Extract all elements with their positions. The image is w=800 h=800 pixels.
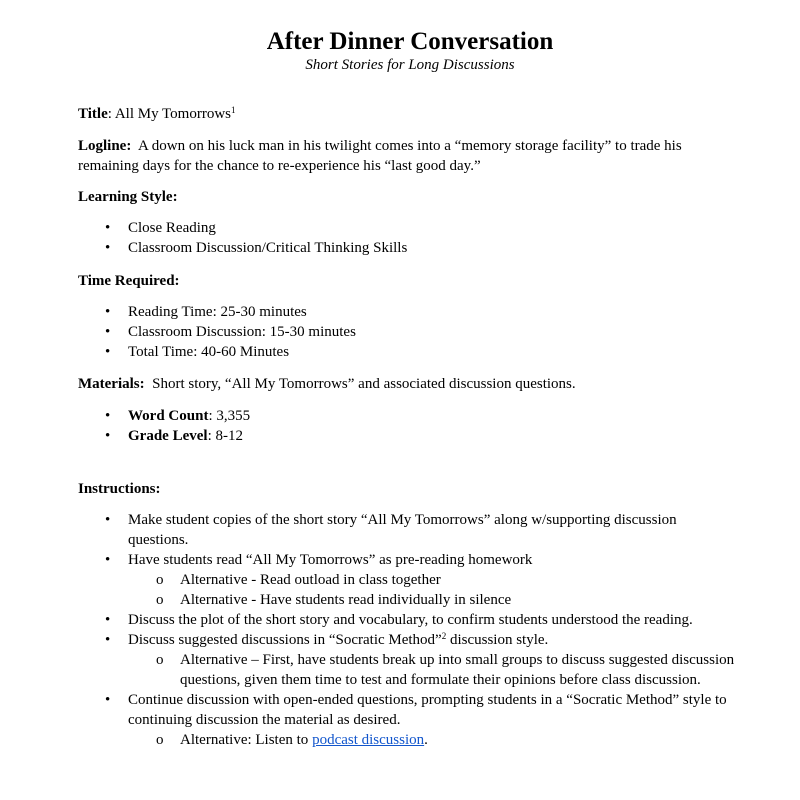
materials-text: Short story, “All My Tomorrows” and associated discussion questions. (152, 376, 576, 392)
footnote-ref-2[interactable]: 2 (441, 631, 447, 641)
instructions-heading: Instructions: (78, 481, 161, 497)
materials-paragraph (78, 374, 738, 394)
instructions-list (78, 510, 738, 750)
materials-label: Materials: (78, 376, 145, 392)
bullet-icon: • (105, 220, 111, 236)
learning-style-list (78, 218, 738, 258)
bullet-icon: • (105, 240, 111, 256)
bullet-icon: • (105, 304, 111, 320)
bullet-icon: • (105, 552, 111, 568)
list-item: • Classroom Discussion: 15-30 minutes (105, 324, 356, 340)
instruction-step: • Make student copies of the short story “All My Tomorrows” along w/supporting discussion questions. (105, 512, 677, 548)
sub-bullet-icon: o (156, 592, 164, 608)
bullet-icon: • (105, 612, 111, 628)
sub-bullet-icon: o (156, 732, 164, 748)
podcast-discussion-link[interactable]: podcast discussion (312, 732, 425, 748)
instruction-step: • Discuss suggested discussions in “Socratic Method”$^2$ discussion style. (105, 631, 549, 648)
bullet-icon: • (105, 344, 111, 360)
document-subtitle: Short Stories for Long Discussions (305, 57, 515, 73)
logline-paragraph (78, 136, 738, 176)
logline-text: A down on his luck man in his twilight comes into a “memory storage facility” to trade his remaining days for the chance to re-experience his “last good day.” (78, 138, 682, 174)
list-item: • Total Time: 40-60 Minutes (105, 344, 290, 360)
bullet-icon: • (105, 324, 111, 340)
instruction-step: • Discuss the plot of the short story and vocabulary, to confirm students understood the reading. (105, 612, 693, 628)
footnote-ref-1[interactable]: 1 (231, 105, 236, 115)
time-required-heading: Time Required: (78, 273, 180, 289)
bullet-icon: • (105, 632, 111, 648)
logline-label: Logline: (78, 138, 132, 154)
list-item: • Close Reading (105, 220, 216, 236)
sub-bullet-icon: o (156, 652, 164, 668)
story-title-line: Title: All My Tomorrows$^1$ (78, 105, 236, 122)
materials-list (78, 406, 738, 446)
learning-style-heading: Learning Style: (78, 189, 178, 205)
instruction-alternative: o Alternative - Read outload in class together (156, 572, 441, 588)
instruction-step: • Have students read “All My Tomorrows” as pre-reading homework (105, 552, 533, 568)
document-title: After Dinner Conversation (266, 28, 554, 55)
sub-bullet-icon: o (156, 572, 164, 588)
list-item: • Grade Level: 8-12 (105, 428, 243, 444)
instruction-step: • Continue discussion with open-ended questions, prompting students in a “Socratic Method” style to continuing discussion the material as desired. (105, 692, 727, 728)
bullet-icon: • (105, 512, 111, 528)
time-required-list (78, 302, 738, 362)
instruction-alternative: o Alternative: Listen to podcast discussion. (156, 732, 428, 748)
list-item: • Word Count: 3,355 (105, 408, 251, 424)
instruction-alternative: o Alternative – First, have students break up into small groups to discuss suggested discussion questions, given them time to test and formulate their opinions before class discussion. (156, 652, 735, 688)
bullet-icon: • (105, 428, 111, 444)
list-item: • Classroom Discussion/Critical Thinking Skills (105, 240, 408, 256)
list-item: • Reading Time: 25-30 minutes (105, 304, 307, 320)
bullet-icon: • (105, 692, 111, 708)
story-title-value: All My Tomorrows (114, 106, 232, 122)
instruction-alternative: o Alternative - Have students read individually in silence (156, 592, 512, 608)
bullet-icon: • (105, 408, 111, 424)
story-title-label: Title (78, 106, 108, 122)
